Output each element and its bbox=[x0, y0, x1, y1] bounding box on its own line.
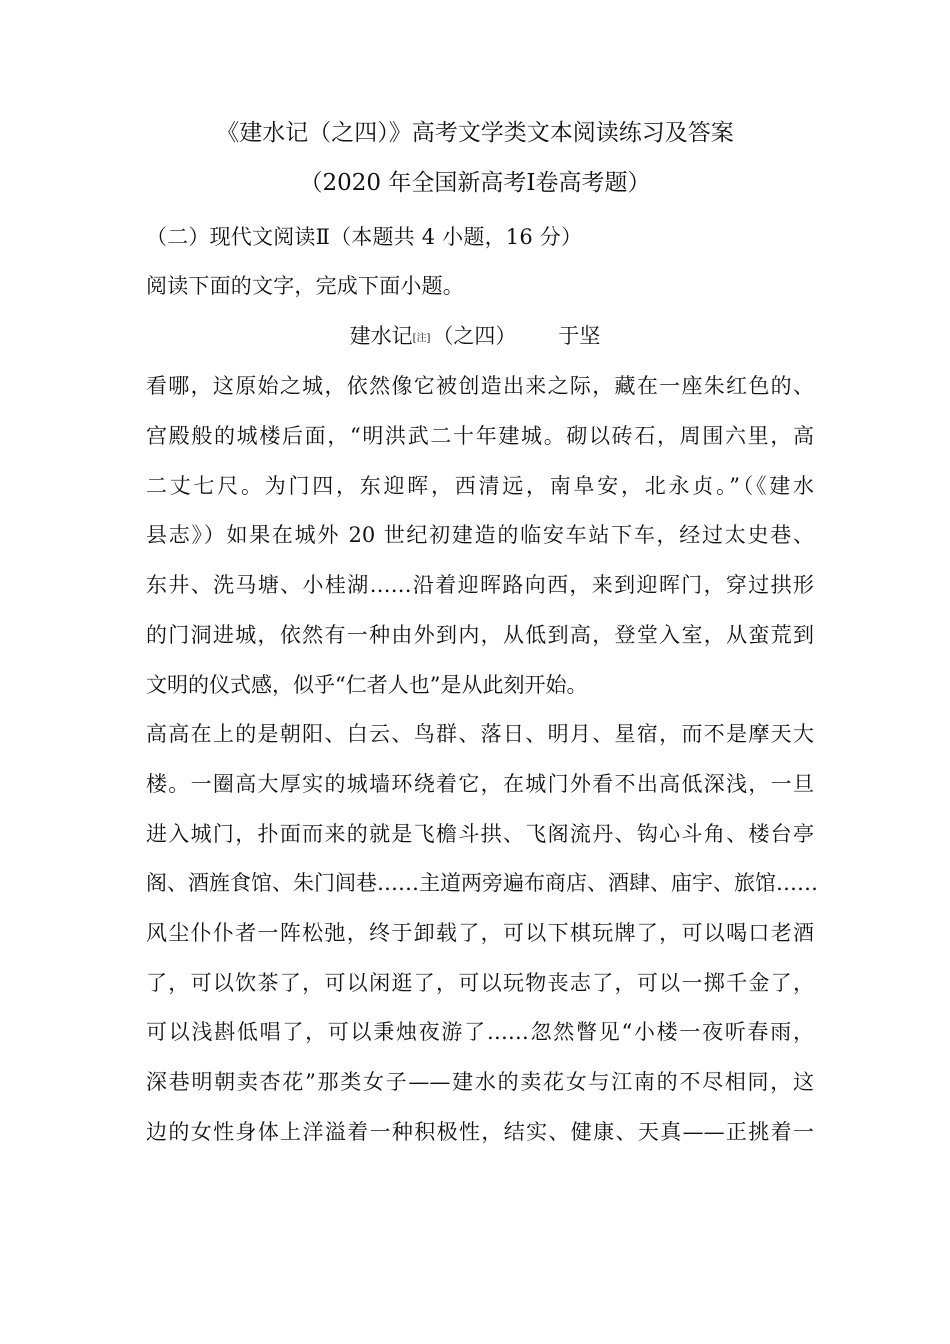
article-note-marker: [注] bbox=[412, 333, 431, 344]
article-author: 于坚 bbox=[558, 324, 601, 348]
paragraph1-line: 看哪，这原始之城，依然像它被创造出来之际，藏在一座朱红色的、 bbox=[146, 374, 814, 398]
paragraph2-line: 进入城门，扑面而来的就是飞檐斗拱、飞阁流丹、钩心斗角、楼台亭 bbox=[146, 822, 814, 846]
paragraph2-line: 可以浅斟低唱了，可以秉烛夜游了……忽然瞥见“小楼一夜听春雨， bbox=[146, 1020, 814, 1044]
paragraph1-line: 东井、洗马塘、小桂湖……沿着迎晖路向西，来到迎晖门，穿过拱形 bbox=[146, 573, 814, 597]
paragraph1-line: 的门洞进城，依然有一种由外到内，从低到高，登堂入室，从蛮荒到 bbox=[146, 623, 814, 647]
article-heading bbox=[0, 322, 950, 353]
paragraph1-line: 县志》）如果在城外 20 世纪初建造的临安车站下车，经过太史巷、 bbox=[146, 523, 814, 547]
paragraph1-line: 文明的仪式感，似乎“仁者人也”是从此刻开始。 bbox=[146, 673, 588, 697]
document-subtitle: （2020 年全国新高考Ⅰ卷高考题） bbox=[299, 170, 651, 196]
paragraph2-line: 了，可以饮茶了，可以闲逛了，可以玩物丧志了，可以一掷千金了， bbox=[146, 971, 814, 995]
paragraph2-line: 深巷明朝卖杏花”那类女子——建水的卖花女与江南的不尽相同，这 bbox=[146, 1070, 814, 1094]
paragraph1-line: 宫殿般的城楼后面，“明洪武二十年建城。砌以砖石，周围六里，高 bbox=[146, 424, 814, 448]
section-heading: （二）现代文阅读Ⅱ（本题共 4 小题，16 分） bbox=[146, 225, 583, 249]
article-part: （之四） bbox=[432, 324, 517, 348]
paragraph2-line: 边的女性身体上洋溢着一种积极性，结实、健康、天真——正挑着一 bbox=[146, 1120, 814, 1144]
paragraph2-line: 风尘仆仆者一阵松弛，终于卸载了，可以下棋玩牌了，可以喝口老酒 bbox=[146, 921, 814, 945]
article-title: 建水记 bbox=[349, 324, 413, 348]
document-title: 《建水记（之四）》高考文学类文本阅读练习及答案 bbox=[216, 120, 734, 146]
instruction-text: 阅读下面的文字，完成下面小题。 bbox=[146, 274, 464, 298]
paragraph2-line: 阁、酒旌食馆、朱门闾巷……主道两旁遍布商店、酒肆、庙宇、旅馆…… bbox=[146, 871, 818, 895]
paragraph2-line: 楼。一圈高大厚实的城墙环绕着它，在城门外看不出高低深浅，一旦 bbox=[146, 772, 814, 796]
paragraph2-line: 高高在上的是朝阳、白云、鸟群、落日、明月、星宿，而不是摩天大 bbox=[146, 722, 814, 746]
paragraph1-line: 二丈七尺。为门四，东迎晖，西清远，南阜安，北永贞。”（《建水 bbox=[146, 474, 814, 498]
